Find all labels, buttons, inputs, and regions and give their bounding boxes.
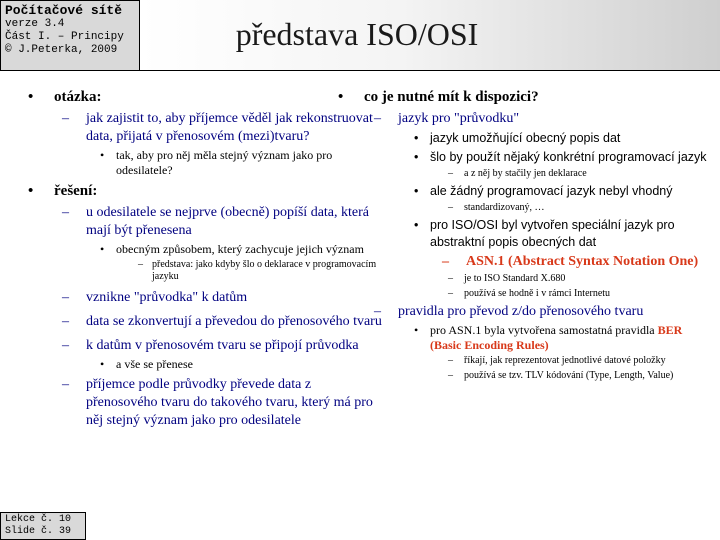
question-sub: • tak, aby pro něj měla stejný význam jako pro odesilatele?: [28, 148, 383, 178]
ber-label: BER (Basic Encoding Rules): [430, 323, 683, 352]
solution-step-4-sub: • a vše se přenese: [28, 357, 383, 372]
rules-item: – pravidla pro převod z/do přenosového tvaru: [338, 303, 710, 321]
asn1-detail-1: – je to ISO Standard X.680: [338, 273, 710, 285]
question-text: – jak zajistit to, aby příjemce věděl jak rekonstruovat data, přijatá v přenosovém (mezi)tvaru?: [28, 110, 383, 146]
solution-step-3: – data se zkonvertují a převedou do přenosového tvaru: [28, 313, 383, 331]
language-item: – jazyk pro "průvodku": [338, 110, 710, 128]
solution-step-4: – k datům v přenosovém tvaru se připojí průvodka: [28, 337, 383, 355]
requirements-label: co je nutné mít k dispozici?: [364, 89, 539, 105]
language-sub-2-detail: – a z něj by stačily jen deklarace: [338, 168, 710, 180]
part-label: Část I. – Principy: [5, 31, 124, 43]
right-column: [338, 88, 710, 385]
slide-title: představa ISO/OSI: [235, 16, 479, 52]
solution-label: řešení:: [54, 183, 98, 199]
left-column: [28, 88, 383, 432]
question-heading: [28, 88, 383, 106]
rules-sub-1: [338, 323, 710, 353]
language-sub-4: • pro ISO/OSI byl vytvořen speciální jazyk pro abstraktní popis obecných dat: [338, 217, 710, 251]
author-label: © J.Peterka, 2009: [5, 44, 118, 56]
solution-step-5: – příjemce podle průvodky převede data z přenosového tvaru do takového tvaru, který má pro něj stejný význam jako pro odesilatele: [28, 376, 383, 430]
solution-step-1-subsub: – představa: jako kdyby šlo o deklarace v programovacím jazyku: [28, 259, 383, 283]
solution-step-1-sub: • obecným způsobem, který zachycuje jejich význam: [28, 242, 383, 257]
solution-heading: [28, 182, 383, 200]
language-sub-2: • šlo by použít nějaký konkrétní programovací jazyk: [338, 149, 710, 166]
asn1-detail-2: – používá se hodně i v rámci Internetu: [338, 288, 710, 300]
rules-detail-1: – říkají, jak reprezentovat jednotlivé datové položky: [338, 355, 710, 367]
course-info-box: [0, 0, 140, 71]
language-sub-3-detail: – standardizovaný, …: [338, 202, 710, 214]
lecture-number: Lekce č. 10: [5, 514, 72, 525]
course-name: Počítačové sítě: [5, 3, 123, 18]
requirements-heading: [338, 88, 710, 106]
solution-step-2: – vznikne "průvodka" k datům: [28, 289, 383, 307]
rules-sub-1-text: pro ASN.1 byla vytvořena samostatná pravidla: [430, 323, 658, 337]
version-label: verze 3.4: [5, 18, 65, 30]
asn1-item: – ASN.1 (Abstract Syntax Notation One): [338, 253, 710, 271]
rules-detail-2: – používá se tzv. TLV kódování (Type, Length, Value): [338, 370, 710, 382]
slide-number: Slide č. 39: [5, 526, 72, 537]
question-label: otázka:: [54, 89, 102, 105]
language-sub-1: • jazyk umožňující obecný popis dat: [338, 130, 710, 147]
language-sub-3: • ale žádný programovací jazyk nebyl vhodný: [338, 183, 710, 200]
solution-step-1: – u odesilatele se nejprve (obecně) popíší data, která mají být přenesena: [28, 204, 383, 240]
slide-footer-box: [0, 512, 86, 540]
